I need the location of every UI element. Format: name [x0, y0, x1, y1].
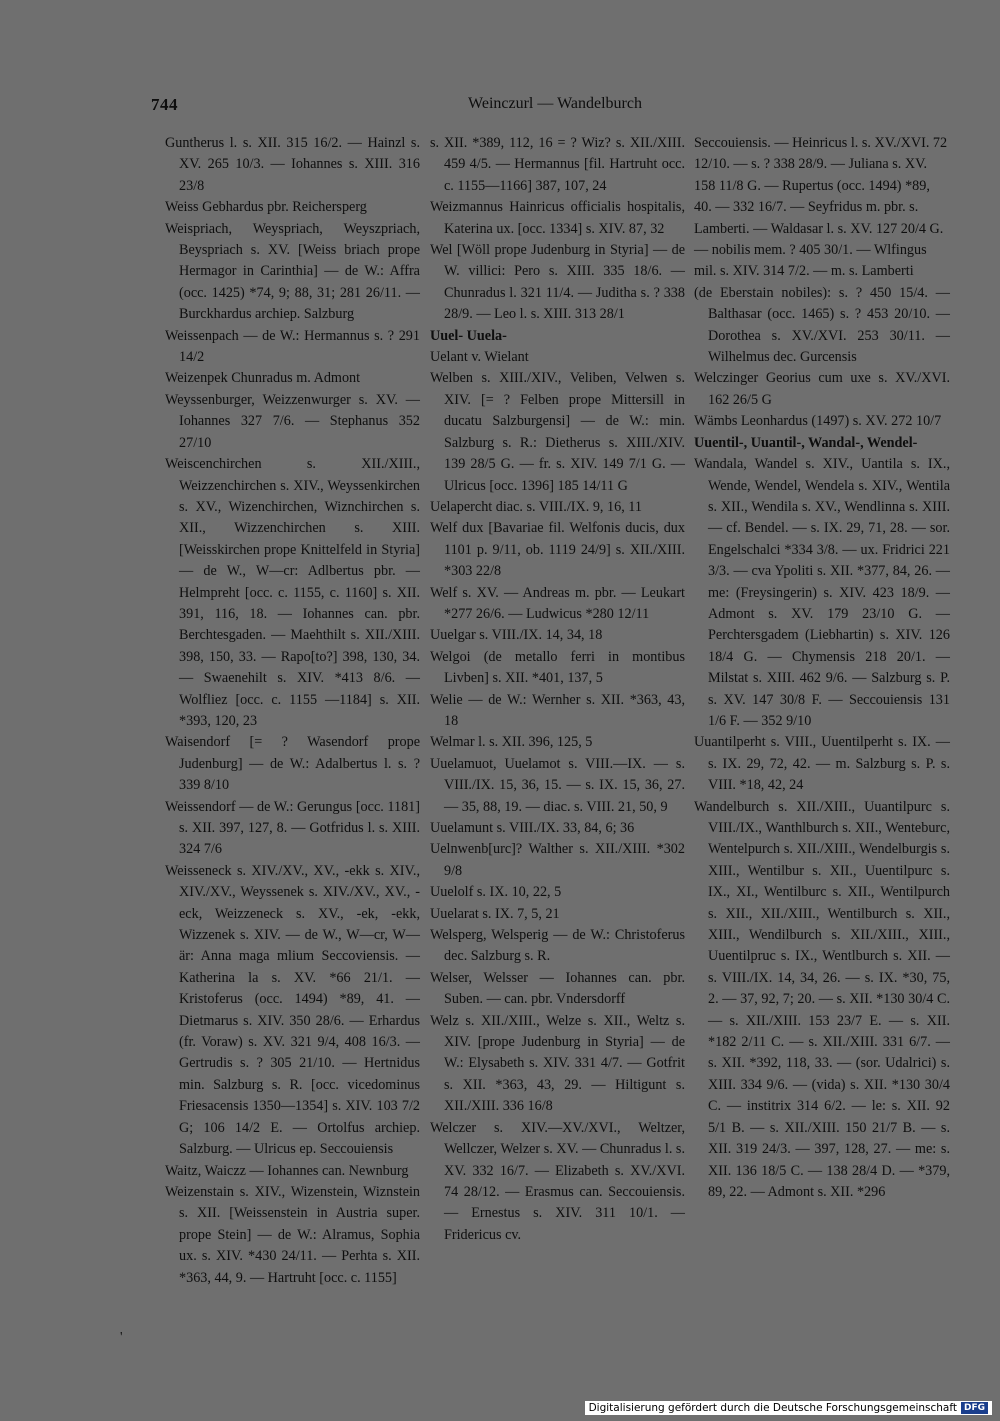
section-heading: Uuentil-, Uuantil-, Wandal-, Wendel-	[694, 434, 918, 451]
index-entry: Weisseneck s. XIV./XV., XV., -ekk s. XIV., XIV./XV., Weyssenek s. XIV./XV., XV., -eck, Weizzeneck s. XV., -ek, -ekk, Wizzenek s. XIV. — de W., W—cr, W—är: Anna maga mlium Seccoviensis. — Katherina la s. XV. *66 21/1. — Kristoferus (occ. 1494) *89, 41. — Dietmarus s. XIV. 350 28/6. — Erhardus (fr. Voraw) s. XV. 321 9/4, 408 16/3. — Gertrudis s. ? 305 21/10. — Hertnidus min. Salzburg s. R. [occ. vicedominus Friesacensis 1350—1354] s. XIV. 103 7/2 G; 106 14/2 E. — Ortolfus archiep. Salzburg. — Ulricus ep. Seccouiensis	[165, 862, 420, 1158]
index-entry: Waitz, Waiczz — Iohannes can. Newnburg	[165, 1162, 409, 1179]
index-entry: Uuelolf s. IX. 10, 22, 5	[430, 884, 562, 901]
digitization-footer	[585, 1401, 992, 1415]
column-2	[430, 133, 685, 1246]
index-entry: Weispriach, Weyspriach, Weyszpriach, Beyspriach s. XV. [Weiss briach prope Hermagor in Carinthia] — de W.: Affra (occ. 1425) *74, 9; 88, 31; 281 26/11. — Burckhardus archiep. Salzburg	[165, 220, 420, 323]
index-entry: Welben s. XIII./XIV., Veliben, Velwen s. XIV. [= ? Felben prope Mittersill in ducatu Salzburgensi] — de W.: min. Salzburg s. R.: Dietherus s. XIII./XIV. 139 28/5 G. — fr. s. XIV. 149 7/1 G. — Ulricus [occ. 1396] 185 14/11 G	[430, 370, 685, 494]
stray-mark: '	[120, 1330, 123, 1345]
index-entry: Welczer s. XIV.—XV./XVI., Weltzer, Wellczer, Welzer s. XV. — Chunradus l. s. XV. 332 16/7. — Elizabeth s. XV./XVI. 74 28/12. — Erasmus can. Seccouiensis. — Ernestus s. XIV. 311 10/1. — Fridericus cv.	[430, 1119, 685, 1243]
index-entry: Weissendorf — de W.: Gerungus [occ. 1181] s. XII. 397, 127, 8. — Gotfridus l. s. XIII. 324 7/6	[165, 798, 420, 858]
index-entry: Weizmannus Hainricus officialis hospitalis, Katerina ux. [occ. 1334] s. XIV. 87, 32	[430, 199, 685, 237]
index-entry: Weyssenburger, Weizzenwurger s. XV. — Iohannes 327 7/6. — Stephanus 352 27/10	[165, 391, 420, 451]
index-entry: Uuelgar s. VIII./IX. 14, 34, 18	[430, 627, 603, 644]
index-entry: Welz s. XII./XIII., Welze s. XII., Weltz s. XIV. [prope Judenburg in Styria] — de W.: Elysabeth s. XIV. 331 4/7. — Gotfrit s. XII. *363, 43, 29. — Hiltigunt s. XII./XIII. 336 16/8	[430, 1012, 685, 1115]
index-entry: Seccouiensis. — Heinricus l. s. XV./XVI. 72 12/10. — s. ? 338 28/9. — Juliana s. XV. 158 11/8 G. — Rupertus (occ. 1494) *89, 40. — 332 16/7. — Seyfridus m. pbr. s. Lamberti. — Waldasar l. s. XV. 127 20/4 G. — nobilis mem. ? 405 30/1. — Wlfingus mil. s. XIV. 314 7/2. — m. s. Lamberti	[694, 135, 948, 280]
column-3	[694, 133, 950, 1203]
index-entry: Weizenstain s. XIV., Wizenstein, Wiznstein s. XII. [Weissenstein in Austria super. prope Stein] — de W.: Alramus, Sophia ux. s. XIV. *430 24/11. — Perhta s. XII. *363, 44, 9. — Hartruht [occ. c. 1155]	[165, 1183, 420, 1286]
column-1	[165, 133, 420, 1289]
index-entry: Wandelburch s. XII./XIII., Uuantilpurc s. VIII./IX., Wanthlburch s. XII., Wenteburc, Wentelpurch s. XII./XIII., Wendelburgis s. XIII., Wentilbur s. XII., Uuentilpurc s. IX., XI., Wentilburc s. XII., Wentilpurch s. XII., XII./XIII., Wentilburch s. XII., XIII., Wendilburch s. XII./XIII., XIII., Uuentilpruc s. IX., Wentlburch s. XII. — s. VIII./IX. 14, 34, 26. — s. IX. *30, 75, 2. — 37, 92, 7; 20. — s. XII. *130 30/4 C. — s. XII./XIII. 153 23/7 E. — s. XII. *182 2/11 C. — s. XII./XIII. 331 6/7. — s. XII. *392, 118, 33. — (sor. Udalrici) s. XIII. 334 9/6. — (vida) s. XII. *130 30/4 C. — institrix 314 6/2. — le: s. XII. 92 5/1 B. — s. XII./XIII. 150 21/7 B. — s. XII. 319 24/3. — 397, 128, 27. — me: s. XII. 136 18/5 C. — 138 28/4 D. — *379, 89, 22. — Admont s. XII. *296	[694, 798, 950, 1200]
running-head: Weinczurl — Wandelburch	[468, 95, 642, 112]
index-entry: Waisendorf [= ? Wasendorf prope Judenburg] — de W.: Adalbertus l. s. ? 339 8/10	[165, 734, 420, 794]
index-entry: Welsperg, Welsperig — de W.: Christoferus dec. Salzburg s. R.	[430, 927, 685, 965]
index-entry: Wämbs Leonhardus (1497) s. XV. 272 10/7	[694, 413, 942, 430]
index-entry: Welmar l. s. XII. 396, 125, 5	[430, 734, 593, 751]
footer-text: Digitalisierung gefördert durch die Deutsche Forschungsgemeinschaft	[588, 1402, 957, 1414]
index-entry: Weizenpek Chunradus m. Admont	[165, 370, 361, 387]
index-entry: Guntherus l. s. XII. 315 16/2. — Hainzl s. XV. 265 10/3. — Iohannes s. XIII. 316 23/8	[165, 135, 420, 194]
index-entry: Wandala, Wandel s. XIV., Uantila s. IX., Wende, Wendel, Wendela s. XIV., Wentila s. XII., Wendila s. XV., Wendlinna s. XIII. — cf. Bendel. — s. IX. 29, 71, 28. — sor. Engelschalci *334 3/8. — ux. Fridrici 221 3/3. — cva Ypoliti s. XII. *377, 84, 26. — me: (Freysingerin) s. XIV. 423 18/9. — Admont s. XV. 179 23/10 G. — Perchtersgadem (Liebhartin) s. XIV. 126 18/4 G. — Chymensis 218 20/1. — Milstat s. XIII. 462 9/6. — Salzburg s. P. s. XV. 147 30/8 F. — Seccouiensis 131 1/6 F. — 352 9/10	[694, 456, 950, 729]
page-number: 744	[151, 95, 178, 114]
index-entry: Uelant v. Wielant	[430, 349, 529, 366]
dfg-logo-icon: DFG	[961, 1402, 988, 1414]
index-entry: Uelnwenb[urc]? Walther s. XII./XIII. *302 9/8	[430, 841, 685, 879]
index-entry: Uuelamuot, Uuelamot s. VIII.—IX. — s. VIII./IX. 15, 36, 15. — s. IX. 15, 36, 27. — 35, 88, 19. — diac. s. VIII. 21, 50, 9	[430, 755, 685, 815]
index-entry: Weissenpach — de W.: Hermannus s. ? 291 14/2	[165, 327, 420, 366]
index-entry: Welf dux [Bavariae fil. Welfonis ducis, dux 1101 p. 9/11, ob. 1119 24/9] s. XII./XIII. *303 22/8	[430, 520, 685, 580]
index-entry: (de Eberstain nobiles): s. ? 450 15/4. — Balthasar (occ. 1465) s. ? 453 20/10. — Dorothea s. XV./XVI. 253 30/11. — Wilhelmus dec. Gurcensis	[694, 284, 950, 366]
index-entry: Uuelamunt s. VIII./IX. 33, 84, 6; 36	[430, 820, 635, 836]
index-entry: Weiscenchirchen s. XII./XIII., Weizzenchirchen s. XIV., Weyssenkirchen s. XV., Wizenchirchen, Wiznchirchen s. XII., Wizzenchirchen s. XIII. [Weisskirchen prope Knittelfeld in Styria] — de W., W—cr: Adlbertus pbr. — Helmpreht [occ. c. 1155, c. 1160] s. XII. 391, 116, 18. — Iohannes can. pbr. Berchtesgaden. — Maehthilt s. XII./XIII. 398, 150, 33. — Rapo[to?] 398, 130, 34. — Swaenehilt s. XIV. *413 8/6. — Wolfliez [occ. c. 1155 —1184] s. XII. *393, 120, 23	[165, 456, 420, 729]
index-entry: Wel [Wöll prope Judenburg in Styria] — de W. villici: Pero s. XIII. 335 18/6. — Chunradus l. 321 11/4. — Juditha s. ? 338 28/9. — Leo l. s. XIII. 313 28/1	[430, 242, 685, 323]
index-entry: Uuantilperht s. VIII., Uuentilperht s. IX. — s. IX. 29, 72, 42. — m. Salzburg s. P. s. VIII. *18, 42, 24	[694, 734, 950, 794]
index-entry: Uelapercht diac. s. VIII./IX. 9, 16, 11	[430, 498, 642, 515]
section-heading: Uuel- Uuela-	[430, 327, 507, 344]
index-entry: s. XII. *389, 112, 16 = ? Wiz? s. XII./XIII. 459 4/5. — Hermannus [fil. Hartruht occ. c. 1155—1166] 387, 107, 24	[430, 135, 685, 194]
index-entry: Uuelarat s. IX. 7, 5, 21	[430, 905, 560, 922]
index-entry: Welser, Welsser — Iohannes can. pbr. Suben. — can. pbr. Vndersdorff	[430, 969, 685, 1008]
index-entry: Welgoi (de metallo ferri in montibus Livben] s. XII. *401, 137, 5	[430, 648, 685, 687]
index-entry: Weiss Gebhardus pbr. Reichersperg	[165, 199, 367, 216]
index-entry: Welczinger Georius cum uxe s. XV./XVI. 162 26/5 G	[694, 370, 950, 408]
index-entry: Welie — de W.: Wernher s. XII. *363, 43, 18	[430, 691, 685, 729]
index-entry: Welf s. XV. — Andreas m. pbr. — Leukart *277 26/6. — Ludwicus *280 12/11	[430, 584, 685, 622]
